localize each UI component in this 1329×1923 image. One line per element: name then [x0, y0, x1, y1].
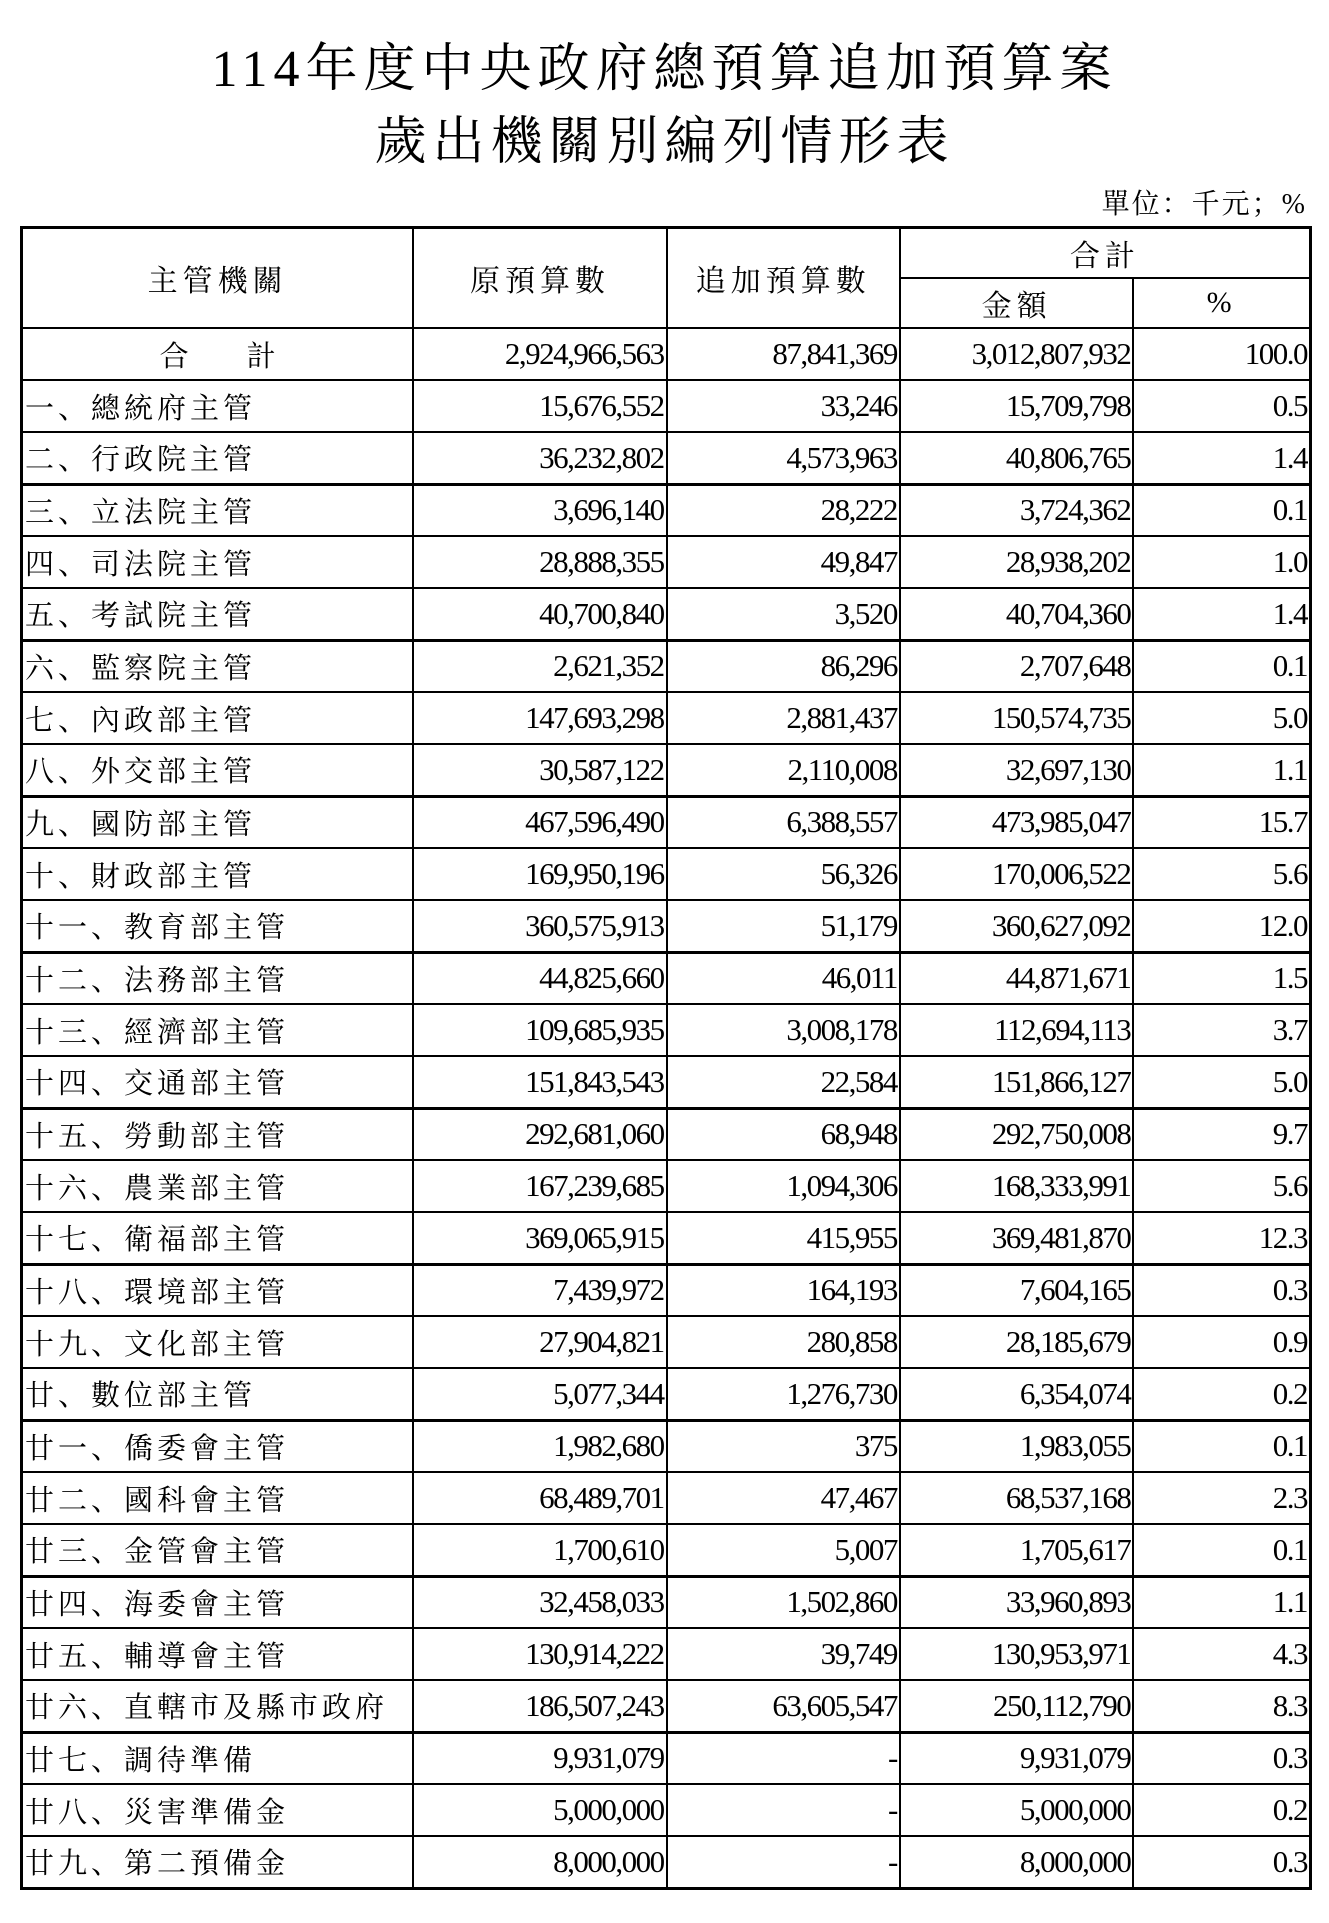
supplementary-budget: 68,948 [667, 1108, 900, 1160]
total-percent: 0.1 [1133, 1420, 1310, 1472]
total-amount: 170,006,522 [900, 848, 1133, 900]
agency-name: 廿六、直轄市及縣市政府 [22, 1680, 414, 1732]
original-budget: 5,000,000 [413, 1784, 666, 1836]
supplementary-budget: 6,388,557 [667, 796, 900, 848]
agency-name: 一、總統府主管 [22, 380, 414, 432]
total-percent: 0.1 [1133, 1524, 1310, 1576]
total-amount: 40,704,360 [900, 588, 1133, 640]
table-row [22, 640, 1311, 692]
total-percent: 100.0 [1133, 328, 1310, 380]
table-row [22, 1316, 1311, 1368]
supplementary-budget: 33,246 [667, 380, 900, 432]
supplementary-budget: 415,955 [667, 1212, 900, 1264]
table-row [22, 1524, 1311, 1576]
total-percent: 5.0 [1133, 1056, 1310, 1108]
total-amount: 5,000,000 [900, 1784, 1133, 1836]
header-percent: % [1133, 278, 1310, 328]
header-agency: 主管機關 [22, 228, 414, 329]
total-amount: 28,938,202 [900, 536, 1133, 588]
total-amount: 3,012,807,932 [900, 328, 1133, 380]
supplementary-budget: 5,007 [667, 1524, 900, 1576]
supplementary-budget: 86,296 [667, 640, 900, 692]
supplementary-budget: 280,858 [667, 1316, 900, 1368]
table-row [22, 1420, 1311, 1472]
table-row [22, 848, 1311, 900]
total-amount: 1,705,617 [900, 1524, 1133, 1576]
table-row [22, 1576, 1311, 1628]
table-row [22, 1212, 1311, 1264]
supplementary-budget: 22,584 [667, 1056, 900, 1108]
agency-name: 五、考試院主管 [22, 588, 414, 640]
document-subtitle: 歲出機關別編列情形表 [374, 114, 955, 171]
total-percent: 12.0 [1133, 900, 1310, 952]
total-percent: 4.3 [1133, 1628, 1310, 1680]
supplementary-budget: 51,179 [667, 900, 900, 952]
agency-name: 二、行政院主管 [22, 432, 414, 484]
table-row [22, 952, 1311, 1004]
total-amount: 1,983,055 [900, 1420, 1133, 1472]
table-row [22, 1472, 1311, 1524]
original-budget: 130,914,222 [413, 1628, 666, 1680]
original-budget: 109,685,935 [413, 1004, 666, 1056]
supplementary-budget: 63,605,547 [667, 1680, 900, 1732]
original-budget: 360,575,913 [413, 900, 666, 952]
total-amount: 168,333,991 [900, 1160, 1133, 1212]
supplementary-budget: 1,502,860 [667, 1576, 900, 1628]
total-amount: 250,112,790 [900, 1680, 1133, 1732]
total-row [22, 328, 1311, 380]
supplementary-budget: 1,276,730 [667, 1368, 900, 1420]
total-amount: 150,574,735 [900, 692, 1133, 744]
total-percent: 3.7 [1133, 1004, 1310, 1056]
total-percent: 15.7 [1133, 796, 1310, 848]
supplementary-budget: 2,881,437 [667, 692, 900, 744]
agency-name: 十五、勞動部主管 [22, 1108, 414, 1160]
agency-name: 十四、交通部主管 [22, 1056, 414, 1108]
total-percent: 1.4 [1133, 588, 1310, 640]
table-row [22, 536, 1311, 588]
agency-name: 十七、衛福部主管 [22, 1212, 414, 1264]
table-row [22, 588, 1311, 640]
table-row [22, 1160, 1311, 1212]
original-budget: 1,982,680 [413, 1420, 666, 1472]
total-percent: 0.5 [1133, 380, 1310, 432]
unit-label: 單位：千元；% [1101, 189, 1307, 220]
total-amount: 6,354,074 [900, 1368, 1133, 1420]
original-budget: 40,700,840 [413, 588, 666, 640]
original-budget: 5,077,344 [413, 1368, 666, 1420]
total-percent: 1.4 [1133, 432, 1310, 484]
table-row [22, 1368, 1311, 1420]
agency-name: 廿、數位部主管 [22, 1368, 414, 1420]
original-budget: 3,696,140 [413, 484, 666, 536]
agency-name: 廿九、第二預備金 [22, 1836, 414, 1888]
original-budget: 68,489,701 [413, 1472, 666, 1524]
agency-name: 十一、教育部主管 [22, 900, 414, 952]
budget-table [20, 226, 1312, 1890]
supplementary-budget: 4,573,963 [667, 432, 900, 484]
supplementary-budget: - [667, 1784, 900, 1836]
table-row [22, 1836, 1311, 1888]
total-amount: 2,707,648 [900, 640, 1133, 692]
original-budget: 1,700,610 [413, 1524, 666, 1576]
total-percent: 0.2 [1133, 1784, 1310, 1836]
total-percent: 0.9 [1133, 1316, 1310, 1368]
agency-name: 廿二、國科會主管 [22, 1472, 414, 1524]
header-total: 合計 [900, 228, 1311, 279]
supplementary-budget: - [667, 1836, 900, 1888]
total-amount: 130,953,971 [900, 1628, 1133, 1680]
table-row [22, 432, 1311, 484]
supplementary-budget: 1,094,306 [667, 1160, 900, 1212]
table-row [22, 1680, 1311, 1732]
agency-name: 廿三、金管會主管 [22, 1524, 414, 1576]
original-budget: 9,931,079 [413, 1732, 666, 1784]
original-budget: 169,950,196 [413, 848, 666, 900]
supplementary-budget: 49,847 [667, 536, 900, 588]
original-budget: 2,621,352 [413, 640, 666, 692]
original-budget: 167,239,685 [413, 1160, 666, 1212]
total-amount: 292,750,008 [900, 1108, 1133, 1160]
original-budget: 369,065,915 [413, 1212, 666, 1264]
original-budget: 292,681,060 [413, 1108, 666, 1160]
total-percent: 9.7 [1133, 1108, 1310, 1160]
total-percent: 0.1 [1133, 640, 1310, 692]
total-amount: 7,604,165 [900, 1264, 1133, 1316]
total-amount: 68,537,168 [900, 1472, 1133, 1524]
total-supplementary: 87,841,369 [667, 328, 900, 380]
table-row [22, 1628, 1311, 1680]
agency-name: 廿四、海委會主管 [22, 1576, 414, 1628]
table-row [22, 1108, 1311, 1160]
original-budget: 8,000,000 [413, 1836, 666, 1888]
supplementary-budget: 46,011 [667, 952, 900, 1004]
table-row [22, 796, 1311, 848]
original-budget: 28,888,355 [413, 536, 666, 588]
agency-name: 十、財政部主管 [22, 848, 414, 900]
original-budget: 147,693,298 [413, 692, 666, 744]
total-percent: 5.0 [1133, 692, 1310, 744]
table-row [22, 744, 1311, 796]
agency-name: 七、內政部主管 [22, 692, 414, 744]
header-amount: 金額 [900, 278, 1133, 328]
document-title: 114年度中央政府總預算追加預算案 [211, 41, 1118, 98]
agency-name: 十九、文化部主管 [22, 1316, 414, 1368]
total-amount: 112,694,113 [900, 1004, 1133, 1056]
total-amount: 32,697,130 [900, 744, 1133, 796]
total-percent: 5.6 [1133, 848, 1310, 900]
supplementary-budget: 39,749 [667, 1628, 900, 1680]
total-amount: 473,985,047 [900, 796, 1133, 848]
total-percent: 8.3 [1133, 1680, 1310, 1732]
agency-name: 十六、農業部主管 [22, 1160, 414, 1212]
original-budget: 27,904,821 [413, 1316, 666, 1368]
total-percent: 1.5 [1133, 952, 1310, 1004]
total-amount: 9,931,079 [900, 1732, 1133, 1784]
total-percent: 5.6 [1133, 1160, 1310, 1212]
total-percent: 1.1 [1133, 1576, 1310, 1628]
table-row [22, 1004, 1311, 1056]
total-amount: 360,627,092 [900, 900, 1133, 952]
agency-name: 廿七、調待準備 [22, 1732, 414, 1784]
total-percent: 1.1 [1133, 744, 1310, 796]
agency-name: 九、國防部主管 [22, 796, 414, 848]
total-amount: 8,000,000 [900, 1836, 1133, 1888]
agency-name: 六、監察院主管 [22, 640, 414, 692]
table-row [22, 1264, 1311, 1316]
total-amount: 369,481,870 [900, 1212, 1133, 1264]
original-budget: 44,825,660 [413, 952, 666, 1004]
total-amount: 40,806,765 [900, 432, 1133, 484]
original-budget: 151,843,543 [413, 1056, 666, 1108]
supplementary-budget: 3,008,178 [667, 1004, 900, 1056]
total-amount: 33,960,893 [900, 1576, 1133, 1628]
total-percent: 12.3 [1133, 1212, 1310, 1264]
original-budget: 36,232,802 [413, 432, 666, 484]
total-percent: 1.0 [1133, 536, 1310, 588]
total-label: 合 計 [22, 328, 414, 380]
supplementary-budget: - [667, 1732, 900, 1784]
total-amount: 15,709,798 [900, 380, 1133, 432]
total-percent: 0.1 [1133, 484, 1310, 536]
agency-name: 廿八、災害準備金 [22, 1784, 414, 1836]
supplementary-budget: 28,222 [667, 484, 900, 536]
table-row [22, 1056, 1311, 1108]
total-amount: 151,866,127 [900, 1056, 1133, 1108]
agency-name: 十二、法務部主管 [22, 952, 414, 1004]
agency-name: 三、立法院主管 [22, 484, 414, 536]
table-row [22, 1732, 1311, 1784]
original-budget: 467,596,490 [413, 796, 666, 848]
table-row [22, 692, 1311, 744]
original-budget: 30,587,122 [413, 744, 666, 796]
original-budget: 7,439,972 [413, 1264, 666, 1316]
agency-name: 四、司法院主管 [22, 536, 414, 588]
total-amount: 44,871,671 [900, 952, 1133, 1004]
header-supplementary: 追加預算數 [667, 228, 900, 329]
original-budget: 15,676,552 [413, 380, 666, 432]
table-row [22, 1784, 1311, 1836]
original-budget: 32,458,033 [413, 1576, 666, 1628]
total-percent: 0.3 [1133, 1732, 1310, 1784]
total-amount: 3,724,362 [900, 484, 1133, 536]
total-amount: 28,185,679 [900, 1316, 1133, 1368]
original-budget: 186,507,243 [413, 1680, 666, 1732]
supplementary-budget: 3,520 [667, 588, 900, 640]
total-percent: 0.3 [1133, 1264, 1310, 1316]
agency-name: 廿五、輔導會主管 [22, 1628, 414, 1680]
total-percent: 0.3 [1133, 1836, 1310, 1888]
table-row [22, 900, 1311, 952]
header-original: 原預算數 [413, 228, 666, 329]
table-row [22, 484, 1311, 536]
total-percent: 0.2 [1133, 1368, 1310, 1420]
table-row [22, 380, 1311, 432]
agency-name: 廿一、僑委會主管 [22, 1420, 414, 1472]
supplementary-budget: 56,326 [667, 848, 900, 900]
supplementary-budget: 375 [667, 1420, 900, 1472]
agency-name: 八、外交部主管 [22, 744, 414, 796]
supplementary-budget: 47,467 [667, 1472, 900, 1524]
agency-name: 十三、經濟部主管 [22, 1004, 414, 1056]
total-percent: 2.3 [1133, 1472, 1310, 1524]
supplementary-budget: 2,110,008 [667, 744, 900, 796]
supplementary-budget: 164,193 [667, 1264, 900, 1316]
total-original: 2,924,966,563 [413, 328, 666, 380]
agency-name: 十八、環境部主管 [22, 1264, 414, 1316]
